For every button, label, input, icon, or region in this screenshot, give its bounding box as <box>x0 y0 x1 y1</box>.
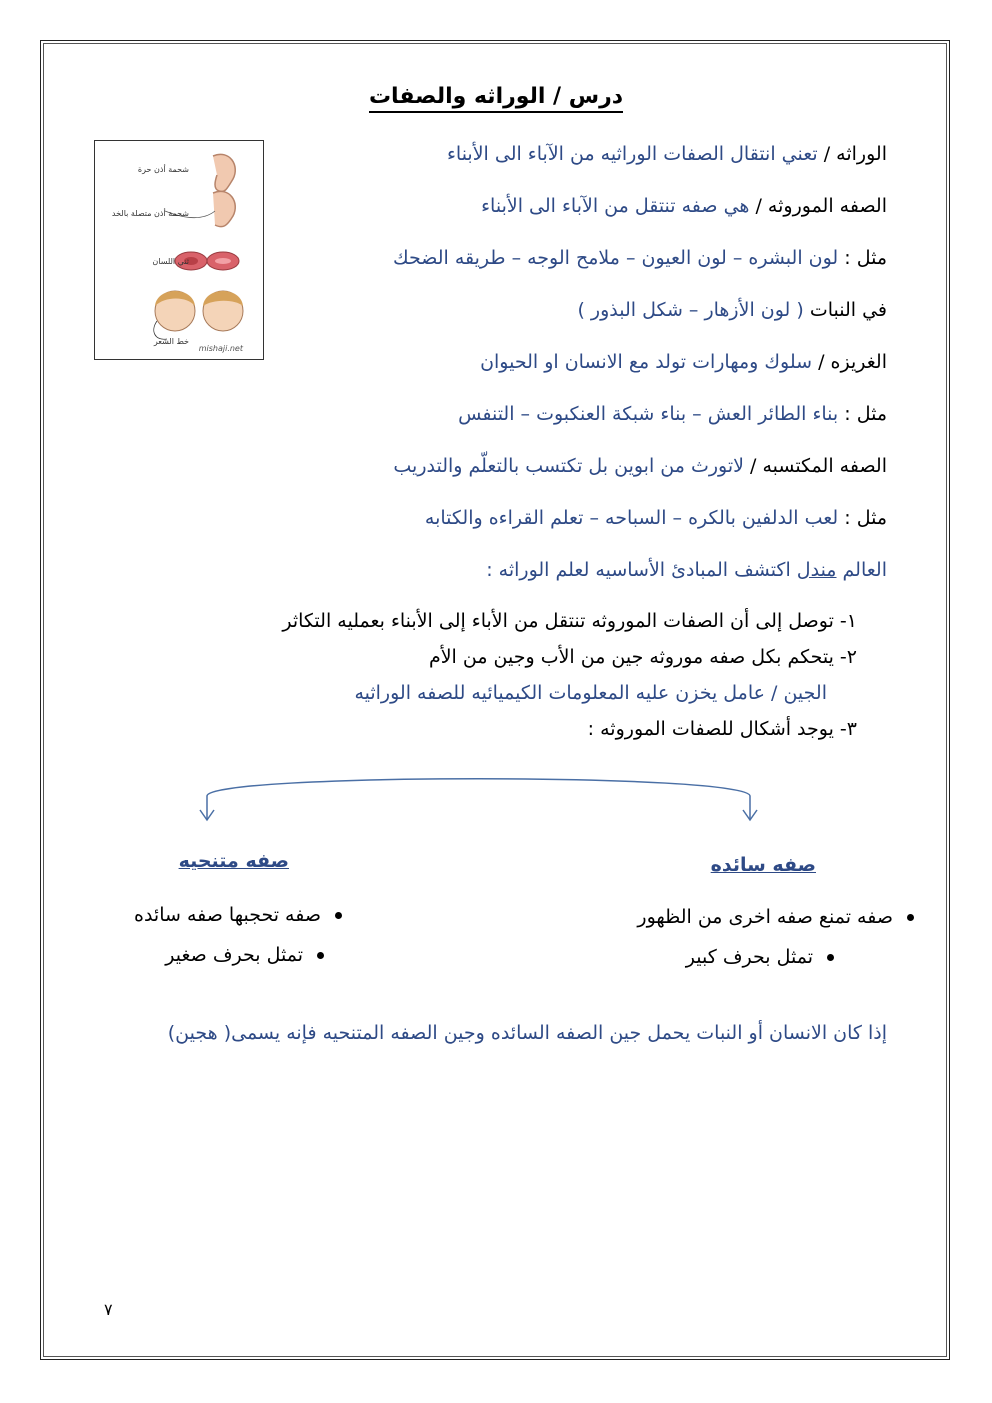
dominant-item-1: صفه تمنع صفه اخرى من الظهور <box>637 906 914 928</box>
illustration-label-hairline: خط الشعر <box>153 337 189 346</box>
example-human-traits: مثل : لون البشره – لون العيون – ملامح الوجه – طريقه الضحك <box>392 247 887 269</box>
traits-illustration <box>94 140 264 360</box>
bullet-dot <box>827 954 834 961</box>
recessive-heading: صفه متنحيه <box>178 850 289 872</box>
branch-arrow <box>195 768 765 828</box>
bullet-dot <box>335 912 342 919</box>
definition-inherited-trait: الصفه الموروثه / هي صفه تنتقل من الآباء الى الأبناء <box>481 195 887 217</box>
principle-1: ١- توصل إلى أن الصفات الموروثه تنتقل من الأباء إلى الأبناء بعمليه التكاثر <box>282 610 857 632</box>
example-instinct: مثل : بناء الطائر العش – بناء شبكة العنكبوت – التنفس <box>458 403 887 425</box>
example-acquired-trait: مثل : لعب الدلفين بالكره – السباحه – تعلم القراءه والكتابه <box>424 507 887 529</box>
principle-2: ٢- يتحكم بكل صفه موروثه جين من الأب وجين من الأم <box>428 646 857 668</box>
traits-illustration-drawing <box>95 141 265 361</box>
illustration-label-tongue-roll: ثني اللسان <box>152 257 189 266</box>
gene-definition: الجين / عامل يخزن عليه المعلومات الكيميائيه للصفه الوراثيه <box>354 682 827 704</box>
definition-instinct: الغريزه / سلوك ومهارات تولد مع الانسان او الحيوان <box>480 351 887 373</box>
definition-heredity: الوراثه / تعني انتقال الصفات الوراثيه من الآباء الى الأبناء <box>446 143 887 165</box>
illustration-credit: mishaji.net <box>198 344 243 353</box>
principle-3: ٣- يوجد أشكال للصفات الموروثه : <box>587 718 857 740</box>
definition-acquired-trait: الصفه المكتسبه / لاتورث من ابوين بل تكتسب بالتعلّم والتدريب <box>393 455 887 477</box>
recessive-item-1: صفه تحجبها صفه سائده <box>134 904 342 926</box>
recessive-item-2: تمثل بحرف صغير <box>165 944 324 966</box>
dominant-heading: صفه سائده <box>710 854 816 876</box>
lesson-title: درس / الوراثه والصفات <box>0 84 992 109</box>
example-plant-traits: في النبات ( لون الأزهار – شكل البذور ) <box>577 299 887 321</box>
illustration-label-free-earlobe: شحمة أذن حرة <box>137 165 189 174</box>
bullet-dot <box>317 952 324 959</box>
mendel-intro: العالم مندل اكتشف المبادئ الأساسيه لعلم الوراثه : <box>486 559 887 581</box>
bullet-dot <box>907 914 914 921</box>
dominant-item-2: تمثل بحرف كبير <box>686 946 834 968</box>
hybrid-statement: إذا كان الانسان أو النبات يحمل جين الصفه السائده وجين الصفه المتنحيه فإنه يسمى( هجين) <box>167 1022 887 1044</box>
illustration-label-attached-earlobe: شحمة أذن متصلة بالخد <box>111 209 189 218</box>
page-number: ٧ <box>104 1300 113 1319</box>
